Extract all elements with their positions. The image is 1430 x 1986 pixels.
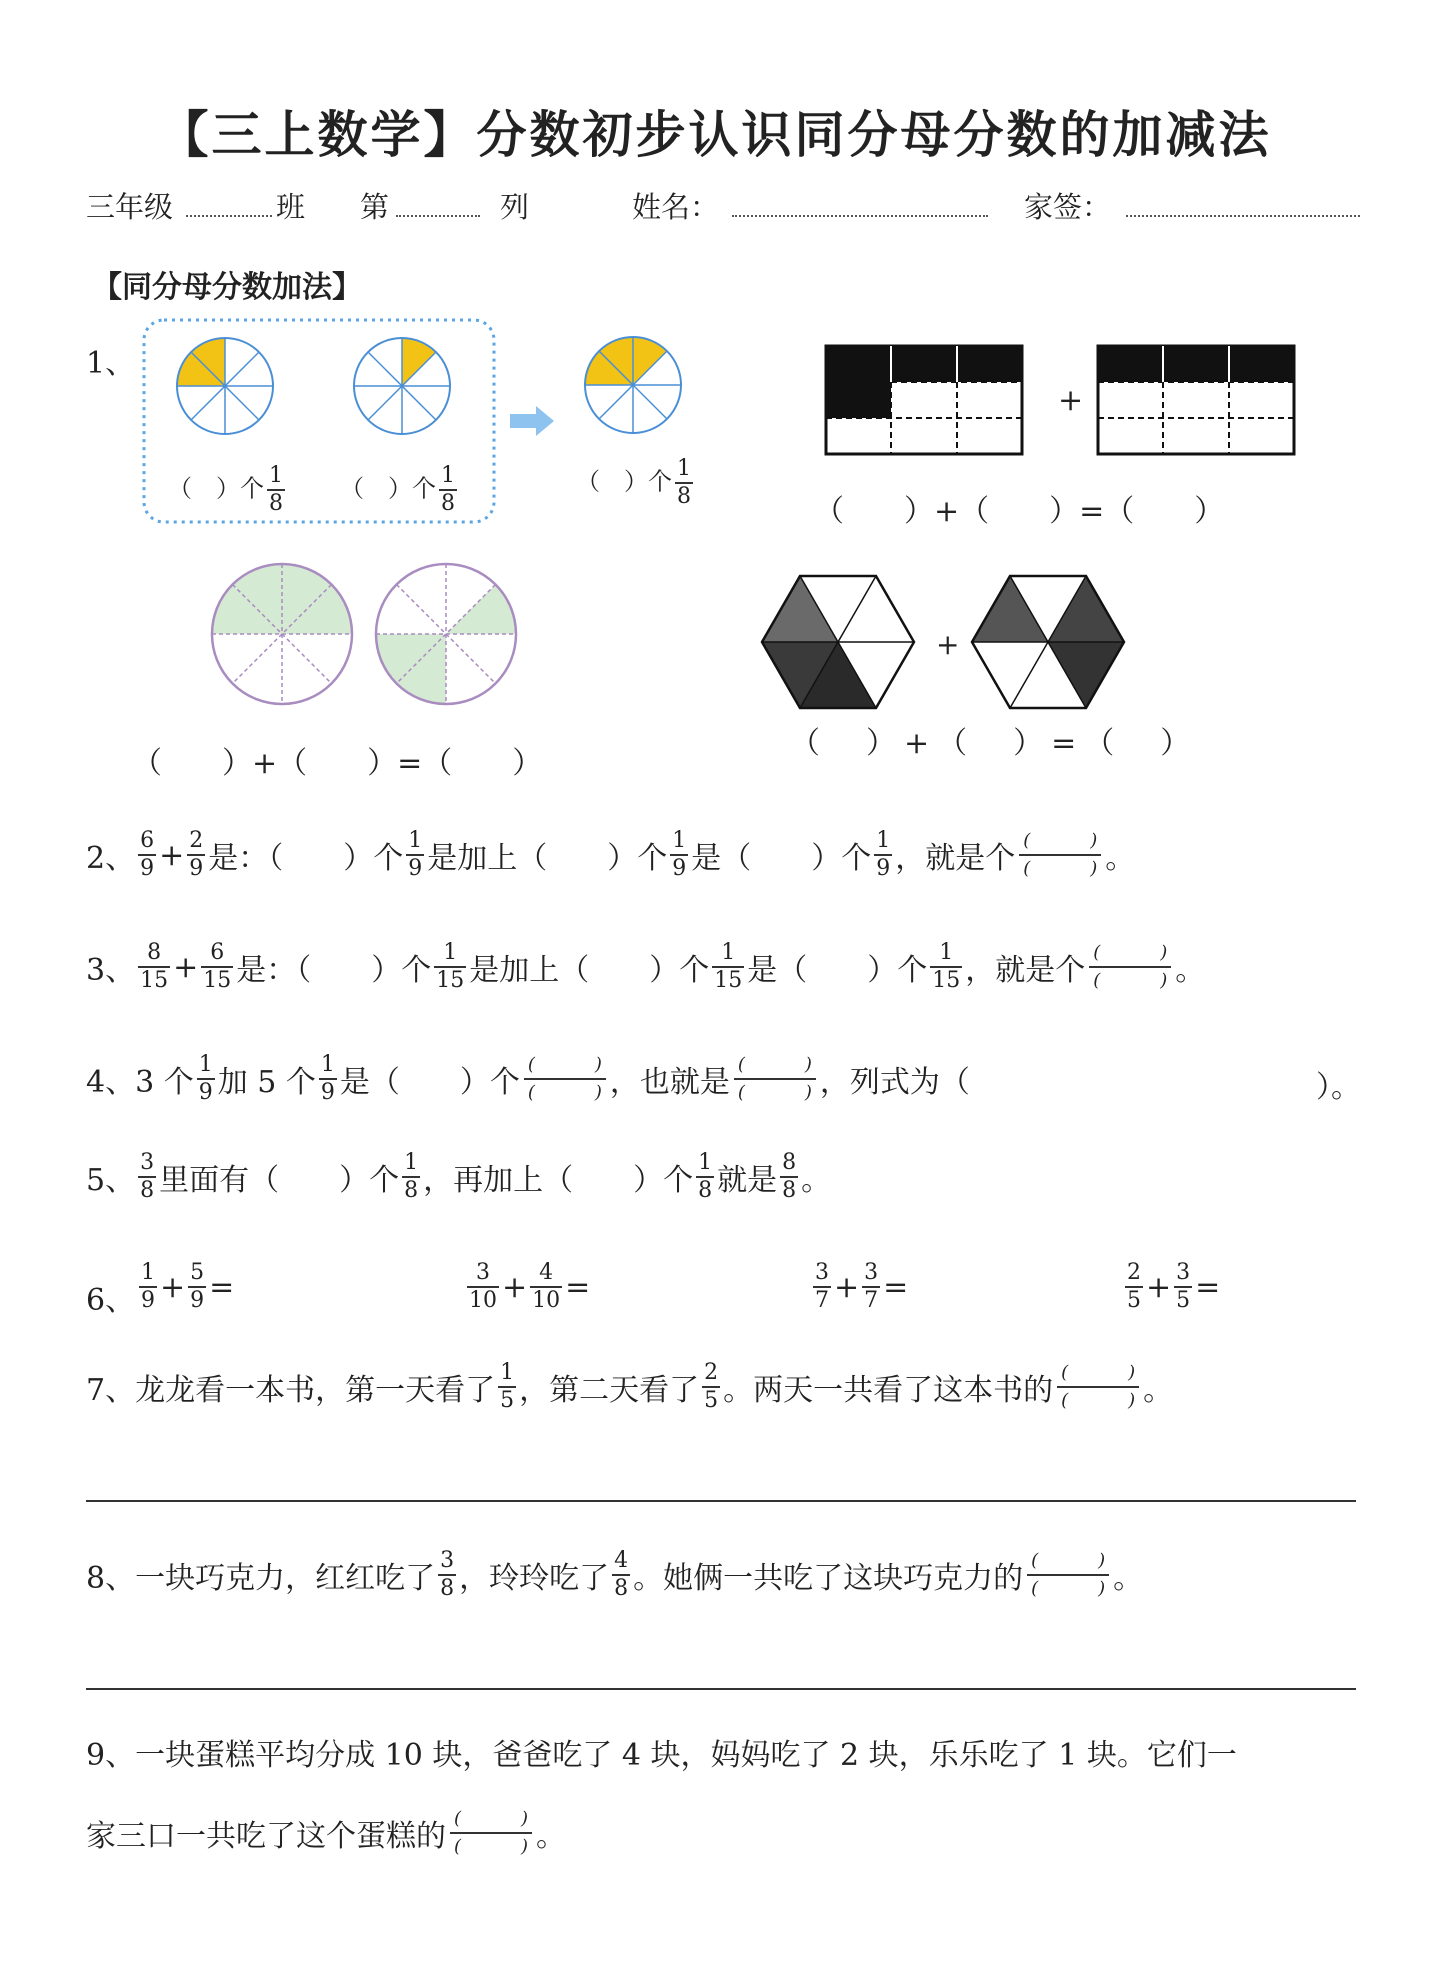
q7-answer-line[interactable] bbox=[86, 1500, 1356, 1502]
rect-equation: （ ）+（ ）=（ ） bbox=[814, 494, 1225, 529]
q9-line1: 9、一块蛋糕平均分成 10 块，爸爸吃了 4 块，妈妈吃了 2 块，乐乐吃了 1 块。它们一 bbox=[86, 1738, 1237, 1773]
q5-number: 5、 bbox=[86, 1163, 136, 1198]
hexagon-b bbox=[972, 576, 1124, 708]
q2-row: 2、 $\frac{6}{9}$ + $\frac{2}{9}$ 是：（ ）个 $\frac{1}{9}$ 是加上（ ）个 $\frac{1}{9}$ 是（ ）个 $\frac{1}{9}$ ，就是个 ( ) ( ) 。 bbox=[86, 828, 1136, 881]
q2-answer-blank[interactable]: ( ) ( ) bbox=[1019, 832, 1101, 878]
parent-signature-blank[interactable] bbox=[1126, 185, 1360, 217]
circle-equation: （ ）+（ ）=（ ） bbox=[132, 746, 543, 781]
circle-green-b bbox=[376, 564, 516, 704]
grade-blank[interactable] bbox=[186, 185, 272, 217]
q4-blank-b[interactable]: ( ) ( ) bbox=[734, 1056, 816, 1102]
circle-result-yellow bbox=[578, 330, 688, 440]
q9-number: 9、 bbox=[86, 1738, 136, 1773]
circle-green-a bbox=[212, 564, 352, 704]
q7-answer-blank[interactable]: ( ) ( ) bbox=[1057, 1364, 1139, 1410]
seat-label-b: 列 bbox=[500, 190, 530, 224]
hexagon-a bbox=[762, 576, 914, 708]
q4-end: ）。 bbox=[1316, 1070, 1361, 1105]
q1-caption-b: （ ）个 $\frac{1}{8}$ bbox=[340, 463, 455, 516]
q2-frac-b: $\frac{2}{9}$ bbox=[189, 828, 204, 881]
name-blank[interactable] bbox=[732, 185, 988, 217]
q3-answer-blank[interactable]: ( ) ( ) bbox=[1089, 944, 1171, 990]
hex-equation: （ ）+（ ）=（ ） bbox=[790, 726, 1199, 761]
q6-expression-4: $\frac{2}{5}$ + $\frac{3}{5}$ = bbox=[1127, 1260, 1221, 1313]
q7-row: 7、 龙龙看一本书，第一天看了 $\frac{1}{5}$ ，第二天看了 $\frac{2}{5}$ 。两天一共看了这本书的 ( ) ( ) 。 bbox=[86, 1360, 1174, 1413]
worksheet-title: 【三上数学】分数初步认识同分母分数的加减法 bbox=[158, 105, 1272, 164]
circle-one-eighth-a bbox=[177, 338, 273, 434]
q5-row: 5、 $\frac{3}{8}$ 里面有（ ）个 $\frac{1}{8}$ ，再加上（ ）个 $\frac{1}{8}$ 就是 $\frac{8}{8}$ 。 bbox=[86, 1150, 832, 1203]
seat-blank[interactable] bbox=[396, 185, 480, 217]
q2-frac-a: $\frac{6}{9}$ bbox=[140, 828, 155, 881]
q2-number: 2、 bbox=[86, 841, 136, 876]
q8-number: 8、 bbox=[86, 1561, 136, 1596]
q1-number: 1、 bbox=[86, 346, 136, 381]
grade-label: 三年级 bbox=[86, 190, 174, 224]
seat-label-a: 第 bbox=[360, 190, 390, 224]
parent-signature-label: 家签： bbox=[1024, 190, 1112, 224]
section-heading: 【同分母分数加法】 bbox=[92, 270, 362, 305]
q4-blank-a[interactable]: ( ) ( ) bbox=[524, 1056, 606, 1102]
q3-row: 3、 $\frac{8}{15}$ + $\frac{6}{15}$ 是：（ ）个 $\frac{1}{15}$ 是加上（ ）个 $\frac{1}{15}$ 是（ ）个 $\frac{1}{15}$ ，就是个 ( ) ( ) 。 bbox=[86, 940, 1206, 993]
q6-number: 6、 bbox=[86, 1283, 136, 1318]
q6-expression-3: $\frac{3}{7}$ + $\frac{3}{7}$ = bbox=[815, 1260, 909, 1313]
rect-fraction-a bbox=[826, 346, 1022, 454]
circle-one-eighth-b bbox=[354, 338, 450, 434]
q1-circles-green bbox=[206, 560, 526, 710]
arrow-right-icon bbox=[508, 404, 558, 438]
q1-caption-a: （ ）个 $\frac{1}{8}$ bbox=[168, 463, 283, 516]
q3-number: 3、 bbox=[86, 953, 136, 988]
q4-number: 4、 bbox=[86, 1065, 136, 1100]
q6-expression-2: $\frac{3}{10}$ + $\frac{4}{10}$ = bbox=[469, 1260, 591, 1313]
class-label: 班 bbox=[276, 190, 306, 224]
q1-hexagons bbox=[760, 568, 1130, 718]
student-info-row bbox=[86, 185, 1366, 225]
q4-row: 4、 3 个 $\frac{1}{9}$ 加 5 个 $\frac{1}{9}$ 是（ ）个 ( ) ( ) ，也就是 ( ) ( ) ，列式为（ bbox=[86, 1052, 970, 1105]
rect-plus-sign: + bbox=[1058, 383, 1084, 418]
q8-answer-blank[interactable]: ( ) ( ) bbox=[1027, 1552, 1109, 1598]
rect-fraction-b bbox=[1098, 346, 1294, 454]
name-label: 姓名： bbox=[632, 190, 720, 224]
q9-answer-blank[interactable]: ( ) ( ) bbox=[450, 1810, 532, 1856]
q1-rectangles bbox=[820, 340, 1300, 460]
q8-row: 8、 一块巧克力，红红吃了 $\frac{3}{8}$ ，玲玲吃了 $\frac{4}{8}$ 。她俩一共吃了这块巧克力的 ( ) ( ) 。 bbox=[86, 1548, 1144, 1601]
q9-line2: 家三口一共吃了这个蛋糕的 ( ) ( ) 。 bbox=[86, 1808, 566, 1857]
q7-number: 7、 bbox=[86, 1373, 136, 1408]
hex-plus-sign: + bbox=[936, 628, 960, 661]
q1-caption-c: （ ）个 $\frac{1}{8}$ bbox=[576, 456, 691, 509]
q6-expression-1: $\frac{1}{9}$ + $\frac{5}{9}$ = bbox=[141, 1260, 235, 1313]
q8-answer-line[interactable] bbox=[86, 1688, 1356, 1690]
